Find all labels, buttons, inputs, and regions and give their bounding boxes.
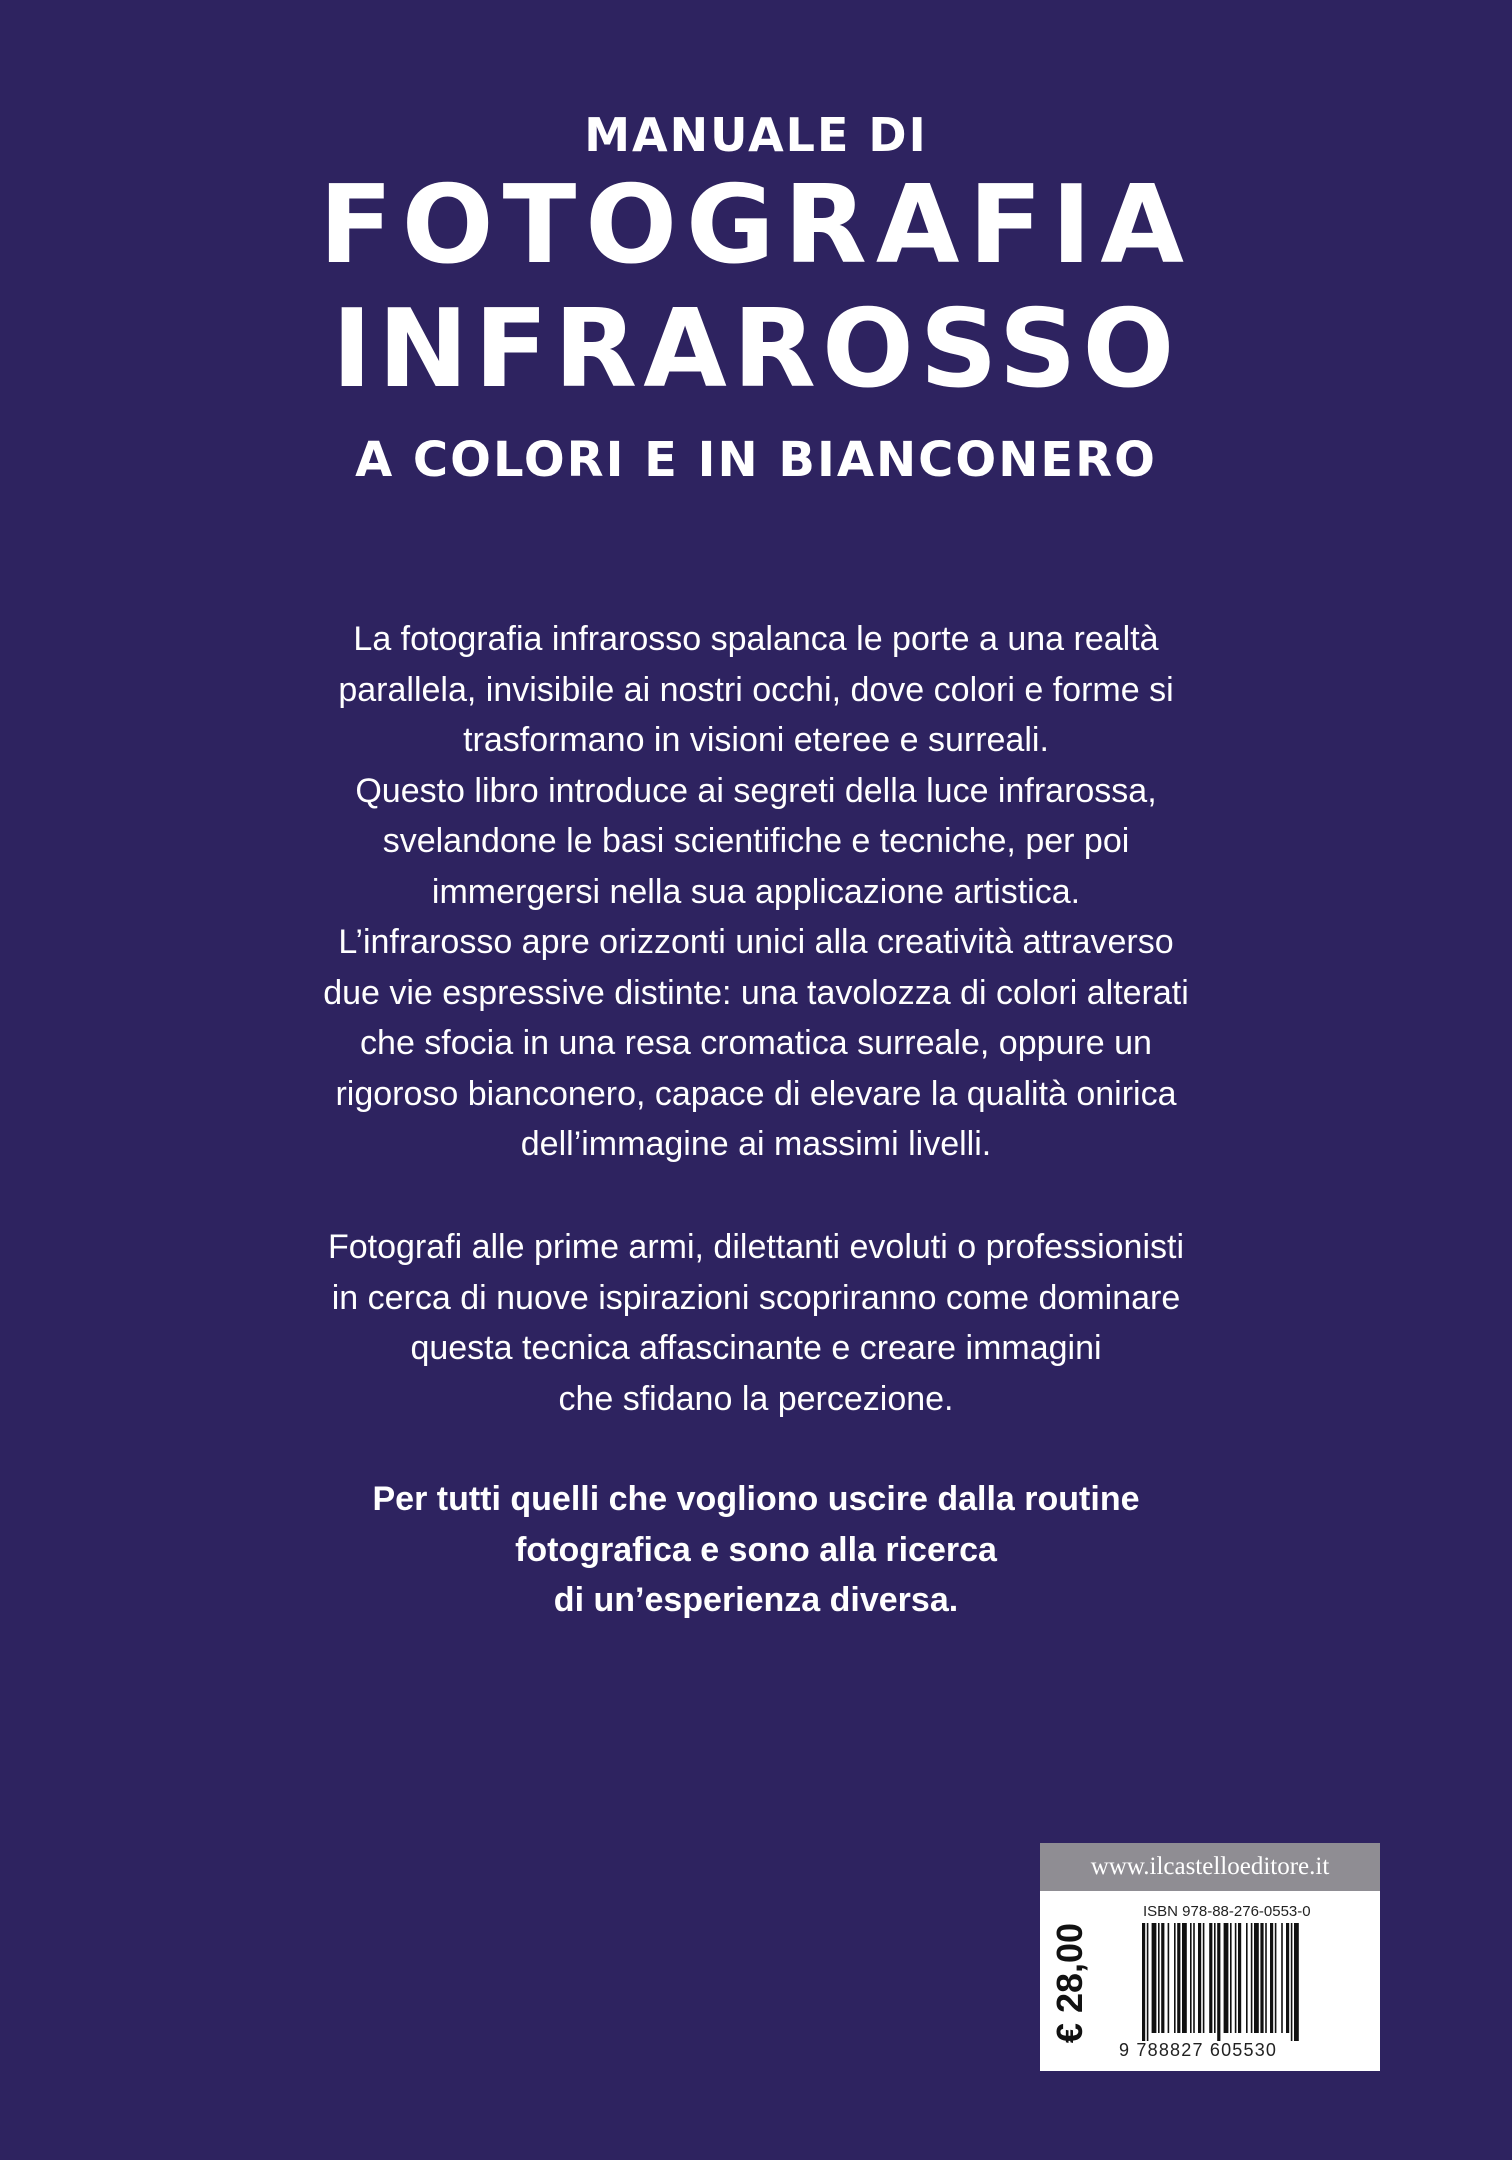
barcode-bar <box>1238 1923 1241 2033</box>
barcode-bar <box>1209 1923 1212 2033</box>
blurb-line: che sfidano la percezione. <box>558 1379 954 1418</box>
tagline-line: Per tutti quelli che vogliono uscire dalla routine <box>372 1480 1140 1518</box>
blurb-line: rigoroso bianconero, capace di elevare la qualità onirica <box>335 1074 1177 1113</box>
barcode-bar <box>1203 1923 1205 2033</box>
barcode-bar <box>1254 1923 1259 2033</box>
barcode-bar <box>1198 1923 1201 2033</box>
blurb-line: parallela, invisibile ai nostri occhi, dove colori e forme si <box>338 670 1174 709</box>
price-label: € 28,00 <box>1049 1922 1090 2044</box>
blurb-line: svelandone le basi scientifiche e tecniche, per poi <box>382 822 1130 860</box>
blurb-line: trasformano in visioni eteree e surreali. <box>463 721 1049 759</box>
blurb-line: Questo libro introduce ai segreti della luce infrarossa, <box>355 771 1157 810</box>
barcode-bar <box>1270 1923 1273 2033</box>
barcode-bar <box>1224 1923 1229 2033</box>
barcode-bar <box>1177 1923 1180 2033</box>
barcode-bar <box>1193 1923 1195 2033</box>
barcode-bar <box>1281 1923 1283 2033</box>
main-title-line-1: FOTOGRAFIA <box>318 163 1193 288</box>
barcode-bar <box>1291 1923 1293 2041</box>
barcode-bar <box>1230 1923 1232 2033</box>
blurb-line: questa tecnica affascinante e creare immagini <box>410 1329 1102 1367</box>
main-title-line-2: INFRAROSSO <box>331 287 1181 412</box>
blurb-line: due vie espressive distinte: una tavolozza di colori alterati <box>323 973 1189 1012</box>
barcode-bar <box>1152 1923 1157 2033</box>
tagline-line: fotografica e sono alla ricerca <box>515 1530 997 1569</box>
title-kicker: MANUALE DI <box>584 108 928 162</box>
tagline-line: di un’esperienza diversa. <box>553 1581 959 1619</box>
barcode-bar <box>1214 1923 1216 2033</box>
blurb-line: L’infrarosso apre orizzonti unici alla creatività attraverso <box>338 923 1174 961</box>
barcode-box <box>1040 1843 1380 2071</box>
barcode-bars <box>1140 1923 1370 2041</box>
blurb-line: immergersi nella sua applicazione artistica. <box>431 872 1081 911</box>
blurb-line: che sfocia in una resa cromatica surreale, oppure un <box>360 1024 1152 1062</box>
barcode-bar <box>1158 1923 1160 2033</box>
barcode-bar <box>1182 1923 1187 2033</box>
barcode-bar <box>1217 1923 1220 2041</box>
barcode-bar <box>1190 1923 1192 2033</box>
blurb-tagline <box>200 1474 1312 1626</box>
barcode-bar <box>1168 1923 1170 2033</box>
barcode-bar <box>1286 1923 1289 2033</box>
barcode-bar <box>1251 1923 1253 2033</box>
barcode-bar <box>1174 1923 1176 2033</box>
barcode-bar <box>1246 1923 1248 2033</box>
barcode-bar <box>1235 1923 1237 2033</box>
barcode-bar <box>1147 1923 1149 2041</box>
subtitle: A COLORI E IN BIANCONERO <box>355 432 1157 488</box>
publisher-website: www.ilcastelloeditore.it <box>1040 1843 1380 1891</box>
barcode-bar <box>1265 1923 1267 2033</box>
blurb-paragraph-2 <box>200 1222 1312 1424</box>
ean-number: 9 788827 605530 <box>1119 2040 1278 2060</box>
blurb-line: Fotografi alle prime armi, dilettanti evoluti o professionisti <box>327 1228 1185 1266</box>
blurb-line: in cerca di nuove ispirazioni scopriranno come dominare <box>331 1278 1181 1317</box>
blurb-paragraph-1 <box>200 614 1312 1170</box>
barcode-bar <box>1260 1923 1263 2033</box>
blurb-line: La fotografia infrarosso spalanca le porte a una realtà <box>353 620 1159 658</box>
isbn-label: ISBN 978-88-276-0553-0 <box>1143 1903 1311 1920</box>
barcode-bar <box>1294 1923 1299 2041</box>
barcode-bar <box>1142 1923 1145 2041</box>
blurb-line: dell’immagine ai massimi livelli. <box>520 1125 992 1163</box>
barcode-bar <box>1275 1923 1277 2033</box>
barcode-bar <box>1161 1923 1164 2033</box>
